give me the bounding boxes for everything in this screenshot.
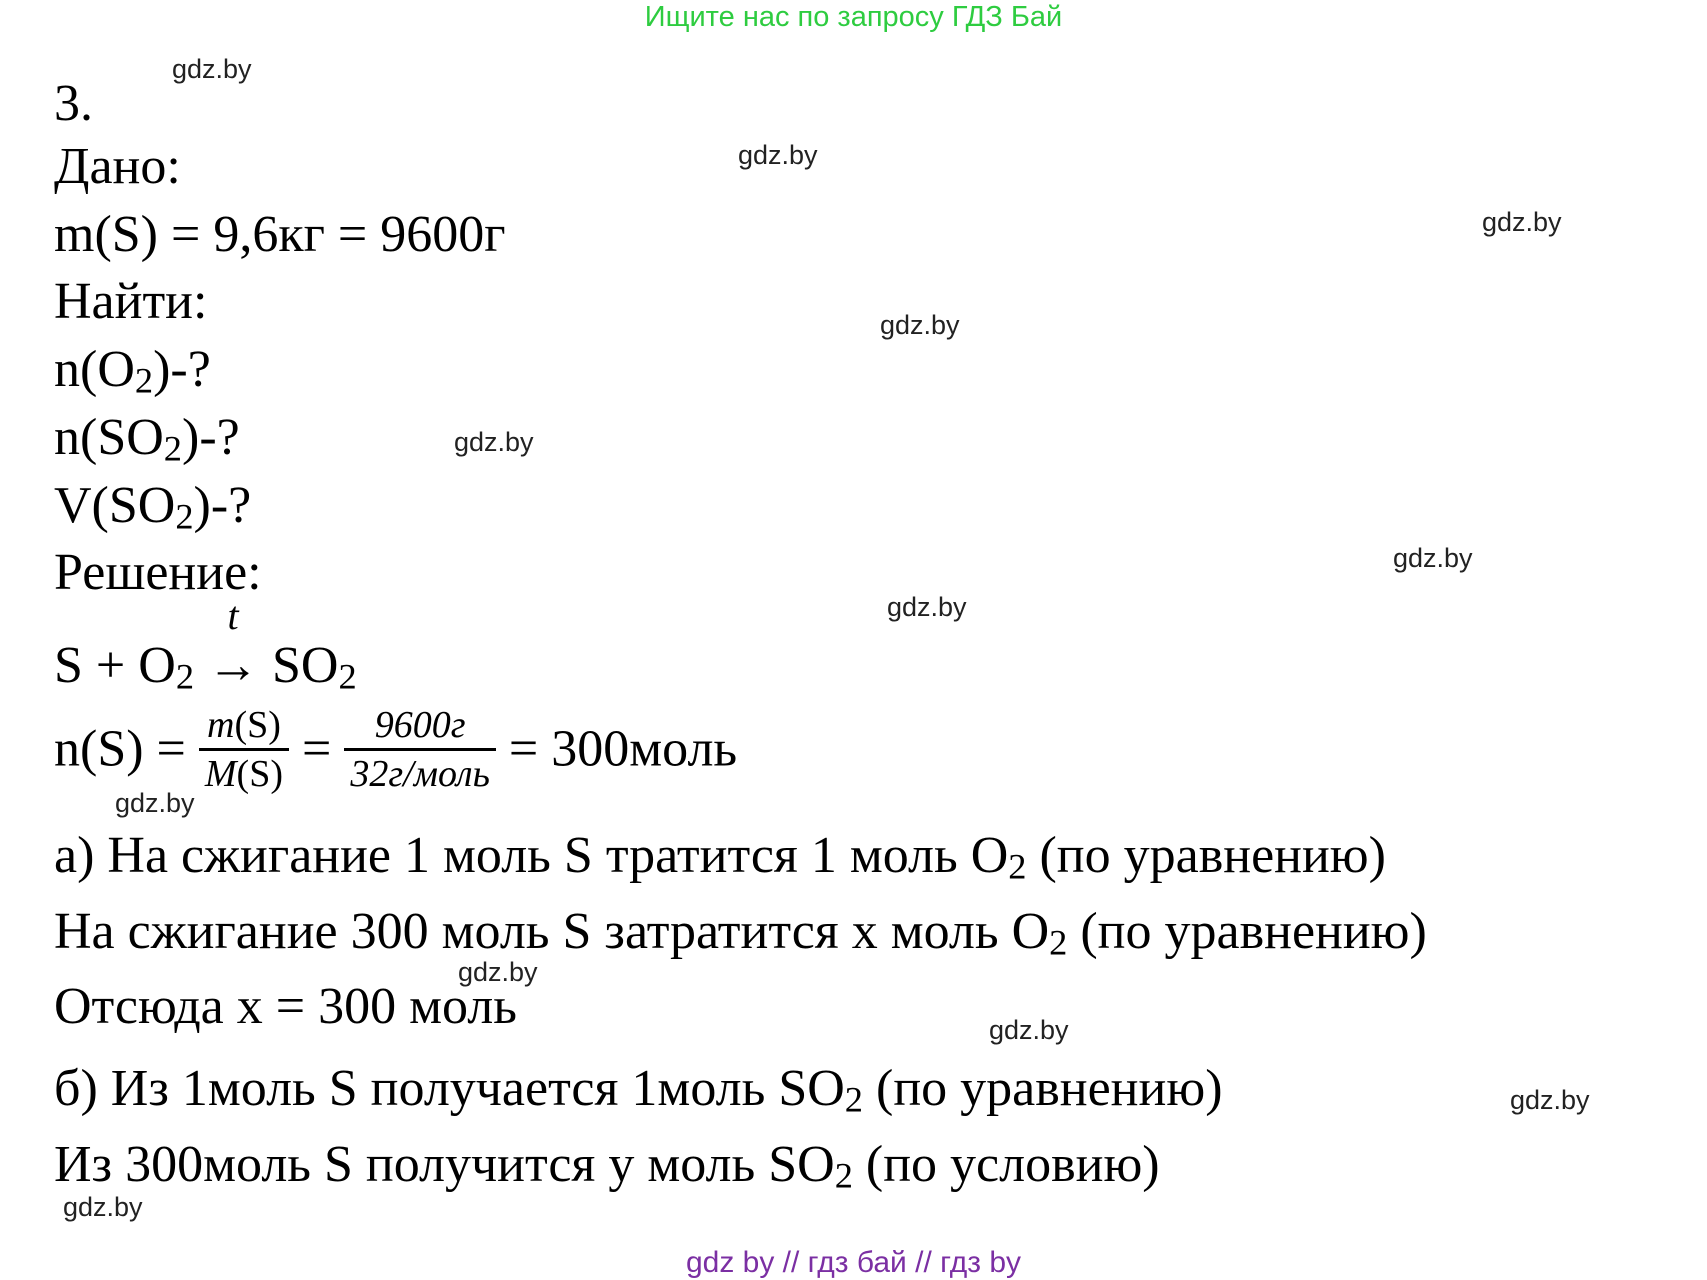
find-label: Найти: (54, 273, 208, 330)
find-item-n-so2: $n(SO_2)-$? (54, 409, 240, 469)
problem-number: 3. (54, 75, 93, 132)
given-mass: m(S) = 9,6кг = 9600г (54, 206, 506, 263)
watermark: gdz.by (458, 957, 538, 987)
watermark: gdz.by (1510, 1085, 1590, 1115)
solution-label: Решение: (54, 544, 262, 601)
watermark: gdz.by (989, 1015, 1069, 1045)
watermark: gdz.by (1393, 543, 1473, 573)
top-banner: Ищите нас по запросу ГДЗ Бай (644, 1, 1063, 33)
reaction-equation: $S + O_2$ t → $SO_2$ (54, 593, 357, 697)
find-item-n-o2: $n(O_2)-$? (54, 341, 211, 401)
part-a-line-3: Отсюда x = 300 моль (54, 978, 517, 1035)
find-item-v-so2: $V(SO_2)-$? (54, 477, 252, 537)
part-a-line-2: На сжигание 300 моль S затратится x моль $O_2$ (по уравнению) (54, 903, 1427, 963)
watermark: gdz.by (172, 54, 252, 84)
watermark: gdz.by (1482, 207, 1562, 237)
watermark: gdz.by (880, 310, 960, 340)
fraction-mass-over-molar: $\frac{m(S)}{M(S)}$ (199, 706, 289, 793)
moles-calculation: n(S) = $\frac{m(S)}{M(S)}$ = $\frac{9600г}{\text{32г/моль}}$ = 300моль (54, 704, 738, 795)
bottom-banner: gdz by // гдз бай // гдз by (685, 1246, 1022, 1279)
part-b-line-1: б) Из 1моль S получается 1моль $SO_2$ (по уравнению) (54, 1060, 1223, 1120)
watermark: gdz.by (115, 788, 195, 818)
watermark: gdz.by (887, 592, 967, 622)
given-label: Дано: (54, 138, 181, 195)
watermark: gdz.by (738, 140, 818, 170)
watermark: gdz.by (63, 1192, 143, 1222)
fraction-values: $\frac{9600г}{\text{32г/моль}}$ (344, 706, 496, 793)
watermark: gdz.by (454, 427, 534, 457)
part-b-line-2: Из 300моль S получится y моль $SO_2$ (по условию) (54, 1136, 1160, 1196)
reaction-arrow: t → (207, 593, 260, 694)
part-a-line-1: а) На сжигание 1 моль S тратится 1 моль $O_2$ (по уравнению) (54, 827, 1386, 887)
